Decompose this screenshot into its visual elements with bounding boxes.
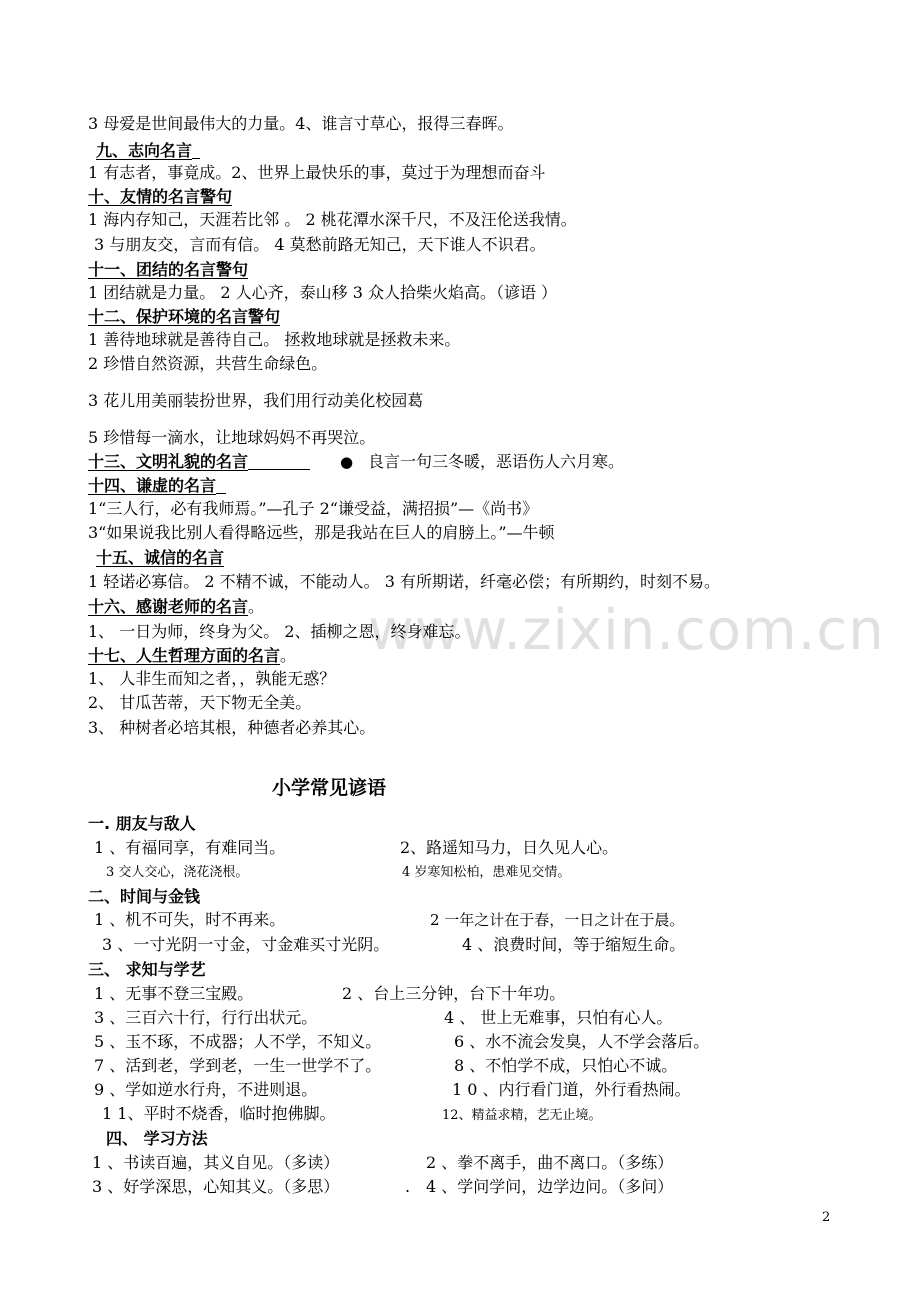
proverb: 5 、玉不琢，不成器；人不学，不知义。 (94, 1032, 382, 1051)
proverb: 4 、浪费时间，等于缩短生命。 (462, 935, 686, 954)
proverb: 1 、有福同享，有难同当。 (94, 838, 286, 857)
proverb: 3 交人交心，浇花浇根。 (106, 865, 249, 880)
heading-text: 十五、诚信的名言 (96, 548, 225, 567)
text-line: 3 与朋友交，言而有信。 4 莫愁前路无知己，天下谁人不识君。 (94, 235, 546, 254)
text-line: 2 珍惜自然资源，共营生命绿色。 (88, 354, 328, 373)
subheading-2: 二、时间与金钱 (88, 887, 201, 906)
proverb: 6 、水不流会发臭，人不学会落后。 (454, 1032, 710, 1051)
proverb: 1 0 、内行看门道，外行看热闹。 (452, 1080, 691, 1099)
text-line: 3 母爱是世间最伟大的力量。4、谁言寸草心，报得三春晖。 (88, 114, 514, 133)
page-number: 2 (822, 1210, 831, 1225)
proverb: 2 一年之计在于春，一日之计在于晨。 (430, 911, 685, 929)
heading-14 (88, 476, 226, 496)
proverb: 4 岁寒知松柏，患难见交情。 (402, 865, 571, 880)
text-line: 5 珍惜每一滴水，让地球妈妈不再哭泣。 (88, 428, 376, 447)
proverb: 1 、无事不登三宝殿。 (94, 984, 254, 1003)
heading-tail: 。 (280, 646, 297, 665)
proverb: 8 、不怕学不成，只怕心不诚。 (454, 1056, 678, 1075)
proverb: 9 、学如逆水行舟，不进则退。 (94, 1080, 318, 1099)
proverb: 3 、一寸光阴一寸金，寸金难买寸光阴。 (102, 935, 390, 954)
text-line: 1 善待地球就是善待自己。 拯救地球就是拯救未来。 (88, 330, 461, 349)
heading-text: 十一、团结的名言警句 (88, 260, 249, 279)
text-line: 1“三人行，必有我师焉。”—孔子 2“谦受益，满招损”—《尚书》 (88, 499, 539, 518)
proverb: 2 、台上三分钟，台下十年功。 (342, 984, 566, 1003)
proverb: 12、精益求精，艺无止境。 (442, 1108, 602, 1123)
text-line: 3、 种树者必培其根，种德者必养其心。 (88, 718, 376, 737)
heading-15 (96, 548, 224, 568)
subheading-4: 四、 学习方法 (106, 1129, 208, 1148)
proverb: 7 、活到老，学到老，一生一世学不了。 (94, 1056, 382, 1075)
text-line: 1、 人非生而知之者，，孰能无惑？ (88, 669, 336, 688)
proverb: 4 、 世上无难事，只怕有心人。 (444, 1008, 673, 1027)
heading-17 (88, 646, 296, 666)
text-line: 1 团结就是力量。 2 人心齐，泰山移 3 众人拾柴火焰高。（谚语 ） (88, 283, 558, 302)
text-line: 良言一句三冬暖，恶语伤人六月寒。 (368, 452, 625, 471)
text-line: 3 花儿用美丽装扮世界，我们用行动美化校园葛 (88, 391, 424, 410)
heading-12 (88, 307, 280, 327)
heading-text: 十二、保护环境的名言警句 (88, 307, 281, 326)
text-line: 1、 一日为师，终身为父。 2、插柳之恩，终身难忘。 (88, 622, 471, 641)
heading-9 (96, 141, 200, 161)
bullet-icon: ● (340, 453, 354, 471)
heading-text: 九、志向名言 (96, 141, 193, 160)
text-line: 1 轻诺必寡信。 2 不精不诚，不能动人。 3 有所期诺，纤毫必偿；有所期约，时刻不易。 (88, 572, 720, 591)
text-line: 3“如果说我比别人看得略远些，那是我站在巨人的肩膀上。”—牛顿 (88, 523, 555, 542)
heading-16 (88, 597, 264, 617)
subheading-3: 三、 求知与学艺 (88, 960, 206, 979)
heading-text: 十七、人生哲理方面的名言 (88, 646, 281, 665)
heading-text: 十六、感谢老师的名言 (88, 597, 249, 616)
proverb: 3 、三百六十行，行行出状元。 (94, 1008, 318, 1027)
proverb: 2、路遥知马力，日久见人心。 (400, 838, 619, 857)
proverb: 1 1、平时不烧香，临时抱佛脚。 (102, 1104, 336, 1123)
heading-text: 十四、谦虚的名言 (88, 476, 217, 495)
proverb: 4 、学问学问，边学边问。（多问） (426, 1177, 674, 1196)
heading-tail: 。 (248, 597, 265, 616)
proverb: 1 、书读百遍，其义自见。（多读） (92, 1153, 340, 1172)
proverb: 1 、机不可失，时不再来。 (94, 910, 286, 929)
heading-13 (88, 452, 310, 472)
heading-text: 十三、文明礼貌的名言 (88, 452, 249, 471)
text-line: 1 海内存知己，天涯若比邻 。 2 桃花潭水深千尺，不及汪伦送我情。 (88, 210, 577, 229)
subheading-1: 一. 朋友与敌人 (88, 814, 196, 833)
separator-dot: . (405, 1177, 411, 1196)
text-line: 1 有志者，事竟成。2、世界上最快乐的事，莫过于为理想而奋斗 (88, 163, 546, 182)
section-title: 小学常见谚语 (272, 777, 387, 799)
text-line: 2、 甘瓜苦蒂，天下物无全美。 (88, 693, 312, 712)
heading-11 (88, 260, 248, 280)
proverb: 2 、拳不离手，曲不离口。（多练） (426, 1153, 674, 1172)
heading-text: 十、友情的名言警句 (88, 187, 233, 206)
proverb: 3 、好学深思，心知其义。（多思） (92, 1177, 340, 1196)
heading-10 (88, 187, 232, 207)
watermark: www.zixin.com.cn (368, 598, 885, 663)
